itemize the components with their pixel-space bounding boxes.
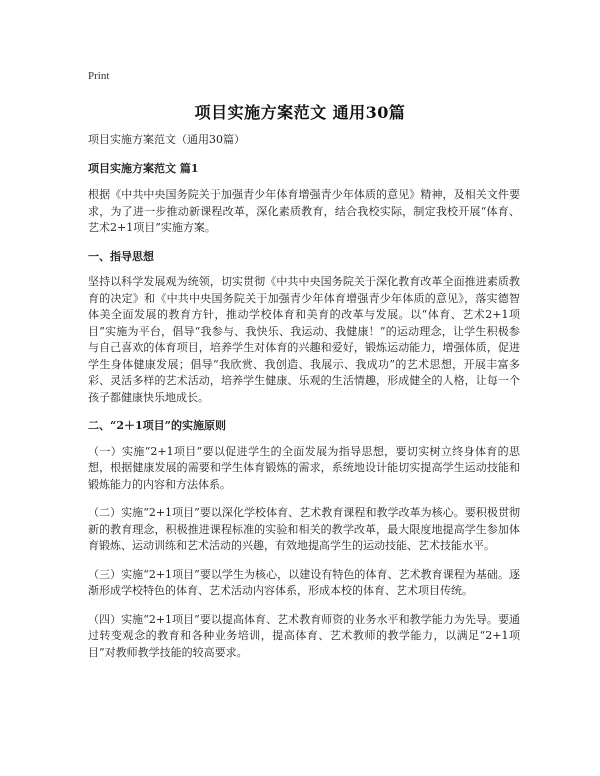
article-body: [88, 132, 520, 673]
principle-paragraph-4: （四）实施“2+1项目”要以提高体育、艺术教育师资的业务水平和教学能力为先导。要通过转变观念的教育和各种业务培训，提高体育、艺术教师的教学能力，以满足“2+1项目”对教师教学技能的较高要求。: [88, 612, 520, 659]
page-title: 项目实施方案范文 通用30篇: [194, 103, 406, 122]
intro-paragraph: 根据《中共中央国务院关于加强青少年体育增强青少年体质的意见》精神，及相关文件要求，为了进一步推动新课程改革，深化素质教育，结合我校实际，制定我校开展“体育、艺术2+1项目”实施方案。: [88, 188, 520, 234]
section-heading-guiding-thought: 一、指导思想: [88, 249, 154, 263]
principle-paragraph-1: （一）实施“2+1项目”要以促进学生的全面发展为指导思想，要切实树立终身体育的思想，根据健康发展的需要和学生体育锻炼的需求，系统地设计能切实提高学生运动技能和锻炼能力的内容和方法体系。: [88, 444, 520, 491]
principle-paragraph-2: （二）实施“2+1项目”要以深化学校体育、艺术教育课程和教学改革为核心。要积极贯彻新的教育理念，积极推进课程标准的实验和相关的教学改革，最大限度地提高学生参加体育锻炼、运动训练和艺术活动的兴趣，有效地提高学生的运动技能、艺术技能水平。: [88, 506, 520, 552]
principle-paragraph-3: （三）实施“2+1项目”要以学生为核心，以建设有特色的体育、艺术教育课程为基础。逐渐形成学校特色的体育、艺术活动内容体系，形成本校的体育、艺术项目传统。: [88, 567, 520, 597]
subtitle: 项目实施方案范文（通用30篇）: [88, 133, 245, 146]
section-heading-principles: 二、“2＋1项目”的实施原则: [88, 419, 226, 432]
article-heading: 项目实施方案范文 篇1: [88, 161, 199, 175]
guiding-thought-paragraph: 坚持以科学发展观为统领，切实贯彻《中共中央国务院关于深化教育改革全面推进素质教育的决定》和《中共中央国务院关于加强青少年体育增强青少年体质的意见》，落实德智体美全面发展的教育方针，推动学校体育和美育的改革与发展。以“体育、艺术2+1项目”实施为平台，倡导“我参与、我快乐、我运动、我健康！”的运动理念，让学生积极参与自己喜欢的体育项目，培养学生对体育的兴趣和爱好，锻炼运动能力，增强体质，促进学生身体健康发展；倡导“我欣赏、我创造、我展示、我成功”的艺术思想，开展丰富多彩、灵活多样的艺术活动，培养学生健康、乐观的生活情趣，形成健全的人格，让每一个孩子都健康快乐地成长。: [88, 275, 520, 404]
print-label[interactable]: Print: [88, 70, 110, 82]
